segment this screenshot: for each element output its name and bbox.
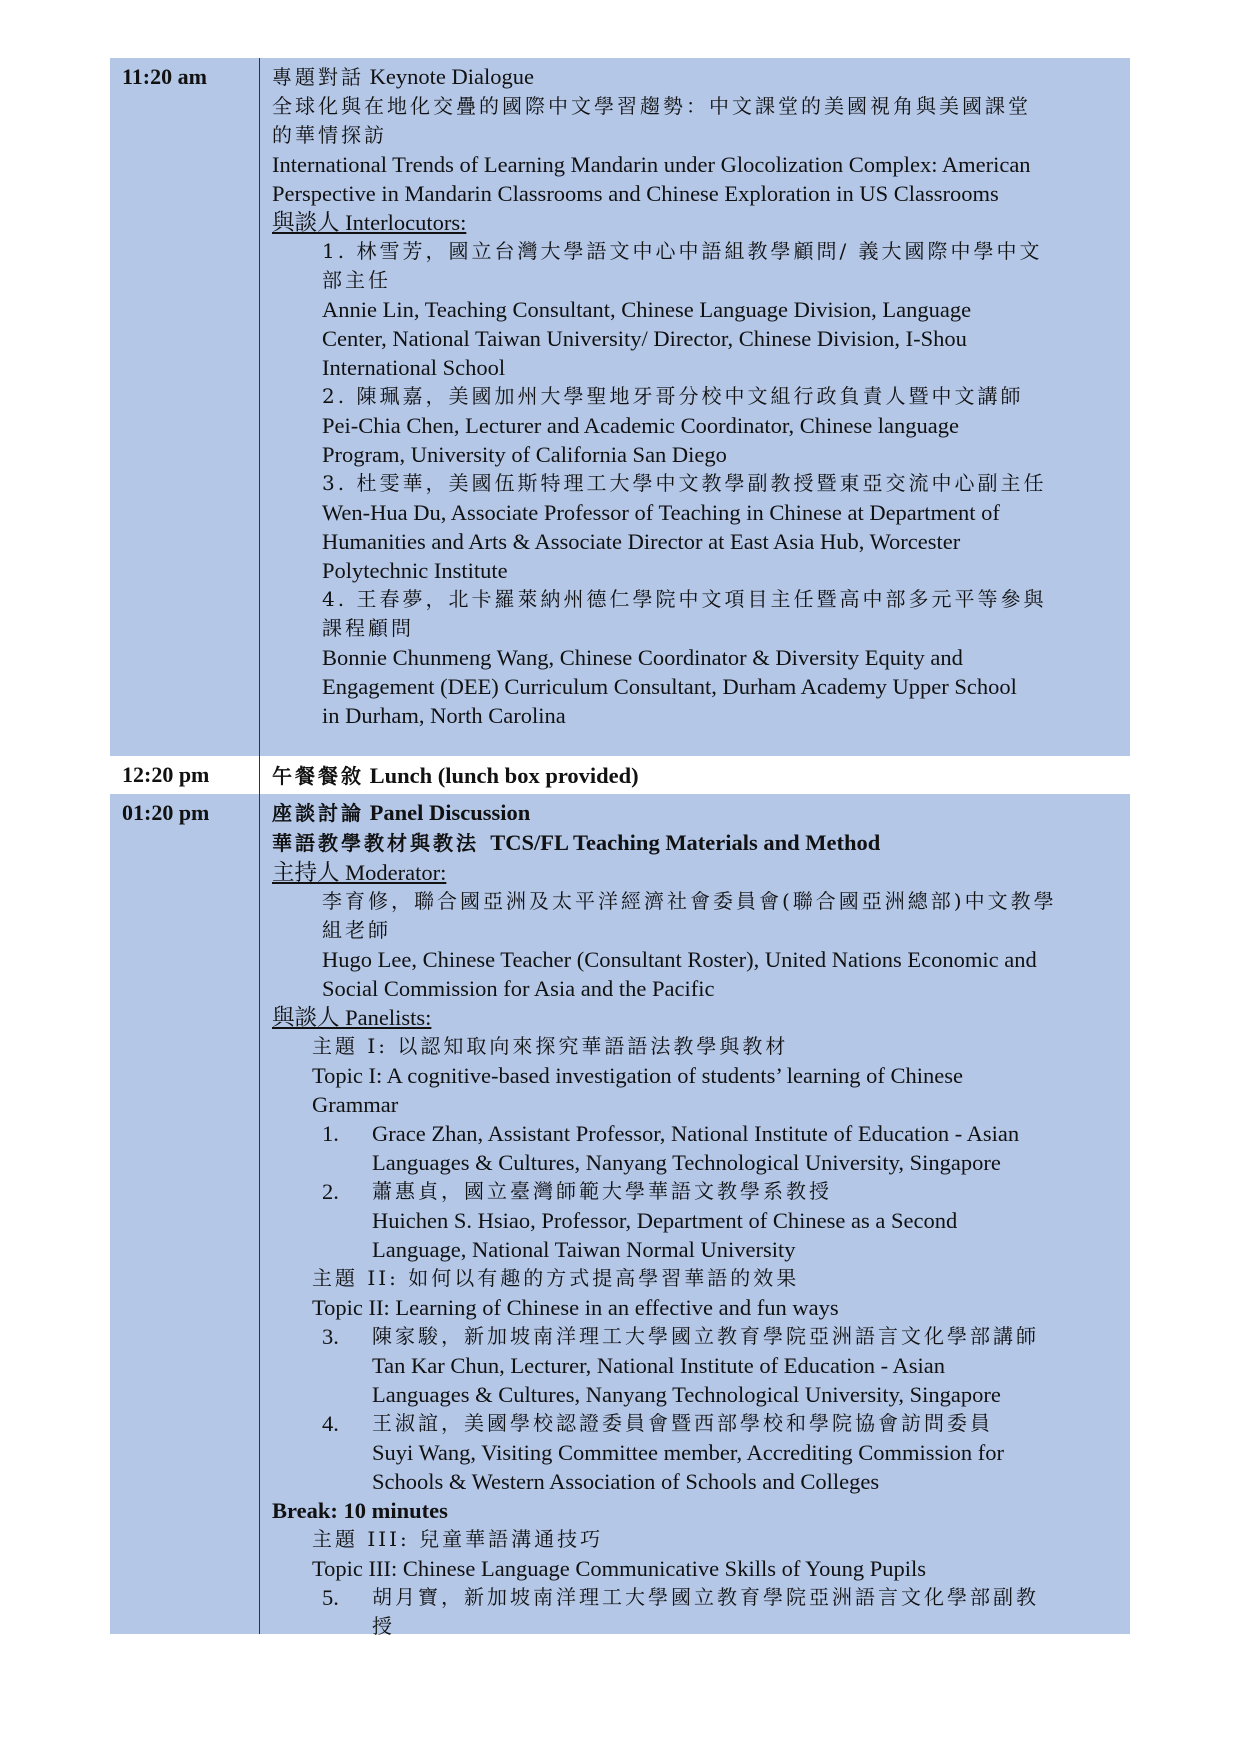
time-cell: 01:20 pm bbox=[122, 800, 210, 825]
schedule-row-lunch bbox=[110, 756, 1130, 794]
panelist-name-en: Huichen S. Hsiao, Professor, Department of Chinese as a Second bbox=[372, 1208, 958, 1233]
interlocutors-label: 與談人 Interlocutors: bbox=[272, 210, 467, 235]
session-title-en: Keynote Dialogue bbox=[369, 64, 534, 89]
speaker-name-en-cont: International School bbox=[322, 355, 506, 380]
session-subtitle-en: TCS/FL Teaching Materials and Method bbox=[490, 830, 881, 855]
topic-block bbox=[312, 1525, 1116, 1583]
topic-title-zh: 主題 II: 如何以有趣的方式提高學習華語的效果 bbox=[312, 1266, 800, 1290]
session-title-zh: 專題對話 bbox=[272, 65, 364, 89]
panelist-item bbox=[322, 1119, 1116, 1177]
speaker-name-zh: 2. 陳珮嘉，美國加州大學聖地牙哥分校中文組行政負責人暨中文講師 bbox=[322, 384, 1024, 408]
panelist-name-zh: 胡月寶，新加坡南洋理工大學國立教育學院亞洲語言文化學部副教 bbox=[372, 1585, 1039, 1609]
panelist-name-zh: 蕭惠貞，國立臺灣師範大學華語文教學系教授 bbox=[372, 1179, 832, 1203]
speaker-name-zh-cont: 課程顧問 bbox=[322, 616, 414, 640]
speaker-item bbox=[322, 585, 1116, 730]
column-divider bbox=[259, 756, 260, 794]
speaker-name-en-cont: Humanities and Arts & Associate Director at East Asia Hub, Worcester bbox=[322, 529, 961, 554]
speaker-name-en: Bonnie Chunmeng Wang, Chinese Coordinator & Diversity Equity and bbox=[322, 645, 963, 670]
panelist-item bbox=[322, 1322, 1116, 1409]
session-title-zh: 座談討論 bbox=[272, 801, 364, 825]
topic-title-en: Topic II: Learning of Chinese in an effective and fun ways bbox=[312, 1295, 839, 1320]
panelist-name-en-cont: Languages & Cultures, Nanyang Technological University, Singapore bbox=[372, 1150, 1001, 1175]
speaker-name-zh: 4. 王春夢，北卡羅萊納州德仁學院中文項目主任暨高中部多元平等參與 bbox=[322, 587, 1047, 611]
session-subtitle-zh: 華語教學教材與教法 bbox=[272, 831, 479, 855]
topic-block bbox=[312, 1032, 1116, 1119]
panelist-item bbox=[322, 1583, 1116, 1641]
moderator-name-en: Hugo Lee, Chinese Teacher (Consultant Roster), United Nations Economic and bbox=[322, 947, 1037, 972]
column-divider bbox=[259, 794, 260, 1634]
speaker-name-en-cont: Center, National Taiwan University/ Director, Chinese Division, I-Shou bbox=[322, 326, 967, 351]
panelist-number: 5. bbox=[322, 1585, 339, 1610]
moderator-name-zh-cont: 組老師 bbox=[322, 918, 391, 942]
speaker-name-en: Annie Lin, Teaching Consultant, Chinese Language Division, Language bbox=[322, 297, 972, 322]
schedule-row-panel bbox=[110, 794, 1130, 1638]
panelist-number: 4. bbox=[322, 1411, 339, 1436]
time-cell: 11:20 am bbox=[122, 64, 207, 89]
schedule-row-keynote bbox=[110, 58, 1130, 756]
session-title-zh: 午餐餐敘 bbox=[272, 764, 364, 788]
panelist-number: 3. bbox=[322, 1324, 339, 1349]
session-title-en: Panel Discussion bbox=[369, 800, 531, 825]
session-subtitle-en-cont: Perspective in Mandarin Classrooms and Chinese Exploration in US Classrooms bbox=[272, 181, 999, 206]
topic-title-zh: 主題 I: 以認知取向來探究華語語法教學與教材 bbox=[312, 1034, 789, 1058]
topic-title-en: Topic III: Chinese Language Communicative Skills of Young Pupils bbox=[312, 1556, 927, 1581]
speaker-name-en: Wen-Hua Du, Associate Professor of Teaching in Chinese at Department of bbox=[322, 500, 1000, 525]
session-content bbox=[272, 798, 1116, 1641]
panelist-name-en: Grace Zhan, Assistant Professor, National Institute of Education - Asian bbox=[372, 1121, 1020, 1146]
panelist-name-en-cont: Languages & Cultures, Nanyang Technological University, Singapore bbox=[372, 1382, 1001, 1407]
moderator-item bbox=[322, 887, 1116, 1003]
panelist-item bbox=[322, 1409, 1116, 1496]
moderator-label: 主持人 Moderator: bbox=[272, 860, 447, 885]
topic-title-en-cont: Grammar bbox=[312, 1092, 399, 1117]
panelists-label: 與談人 Panelists: bbox=[272, 1005, 432, 1030]
break-note: Break: 10 minutes bbox=[272, 1498, 448, 1523]
panelist-item bbox=[322, 1177, 1116, 1264]
panelist-name-zh: 陳家駿，新加坡南洋理工大學國立教育學院亞洲語言文化學部講師 bbox=[372, 1324, 1039, 1348]
topic-block bbox=[312, 1264, 1116, 1322]
speaker-item bbox=[322, 237, 1116, 382]
speaker-name-zh-cont: 部主任 bbox=[322, 268, 391, 292]
panelist-number: 2. bbox=[322, 1179, 339, 1204]
speaker-item bbox=[322, 382, 1116, 469]
panelist-name-zh: 王淑誼，美國學校認證委員會暨西部學校和學院協會訪問委員 bbox=[372, 1411, 993, 1435]
moderator-name-zh: 李育修，聯合國亞洲及太平洋經濟社會委員會(聯合國亞洲總部)中文教學 bbox=[322, 889, 1057, 913]
session-subtitle-en: International Trends of Learning Mandarin under Glocolization Complex: American bbox=[272, 152, 1031, 177]
speaker-name-en-cont: Program, University of California San Diego bbox=[322, 442, 727, 467]
session-title-en: Lunch (lunch box provided) bbox=[369, 763, 639, 788]
speaker-name-en-cont: in Durham, North Carolina bbox=[322, 703, 566, 728]
session-subtitle-zh: 全球化與在地化交疊的國際中文學習趨勢：中文課堂的美國視角與美國課堂 bbox=[272, 94, 1031, 118]
topic-title-en: Topic I: A cognitive-based investigation of students’ learning of Chinese bbox=[312, 1063, 963, 1088]
speaker-name-en-cont: Engagement (DEE) Curriculum Consultant, Durham Academy Upper School bbox=[322, 674, 1017, 699]
time-cell: 12:20 pm bbox=[122, 762, 210, 787]
panelist-name-zh-cont: 授 bbox=[372, 1614, 395, 1638]
column-divider bbox=[259, 58, 260, 756]
session-content bbox=[272, 62, 1116, 730]
moderator-name-en-cont: Social Commission for Asia and the Pacific bbox=[322, 976, 715, 1001]
speaker-name-en-cont: Polytechnic Institute bbox=[322, 558, 508, 583]
panelist-name-en: Suyi Wang, Visiting Committee member, Accrediting Commission for bbox=[372, 1440, 1004, 1465]
speaker-name-zh: 1. 林雪芳，國立台灣大學語文中心中語組教學顧問/ 義大國際中學中文 bbox=[322, 239, 1043, 263]
panelist-name-en-cont: Schools & Western Association of Schools and Colleges bbox=[372, 1469, 880, 1494]
session-subtitle-zh-cont: 的華情探訪 bbox=[272, 123, 387, 147]
panelist-number: 1. bbox=[322, 1121, 339, 1146]
panelist-name-en: Tan Kar Chun, Lecturer, National Institute of Education - Asian bbox=[372, 1353, 945, 1378]
panelist-name-en-cont: Language, National Taiwan Normal University bbox=[372, 1237, 796, 1262]
speaker-name-zh: 3. 杜雯華，美國伍斯特理工大學中文教學副教授暨東亞交流中心副主任 bbox=[322, 471, 1047, 495]
session-content bbox=[272, 761, 1116, 791]
speaker-item bbox=[322, 469, 1116, 585]
topic-title-zh: 主題 III: 兒童華語溝通技巧 bbox=[312, 1527, 604, 1551]
speaker-name-en: Pei-Chia Chen, Lecturer and Academic Coordinator, Chinese language bbox=[322, 413, 960, 438]
